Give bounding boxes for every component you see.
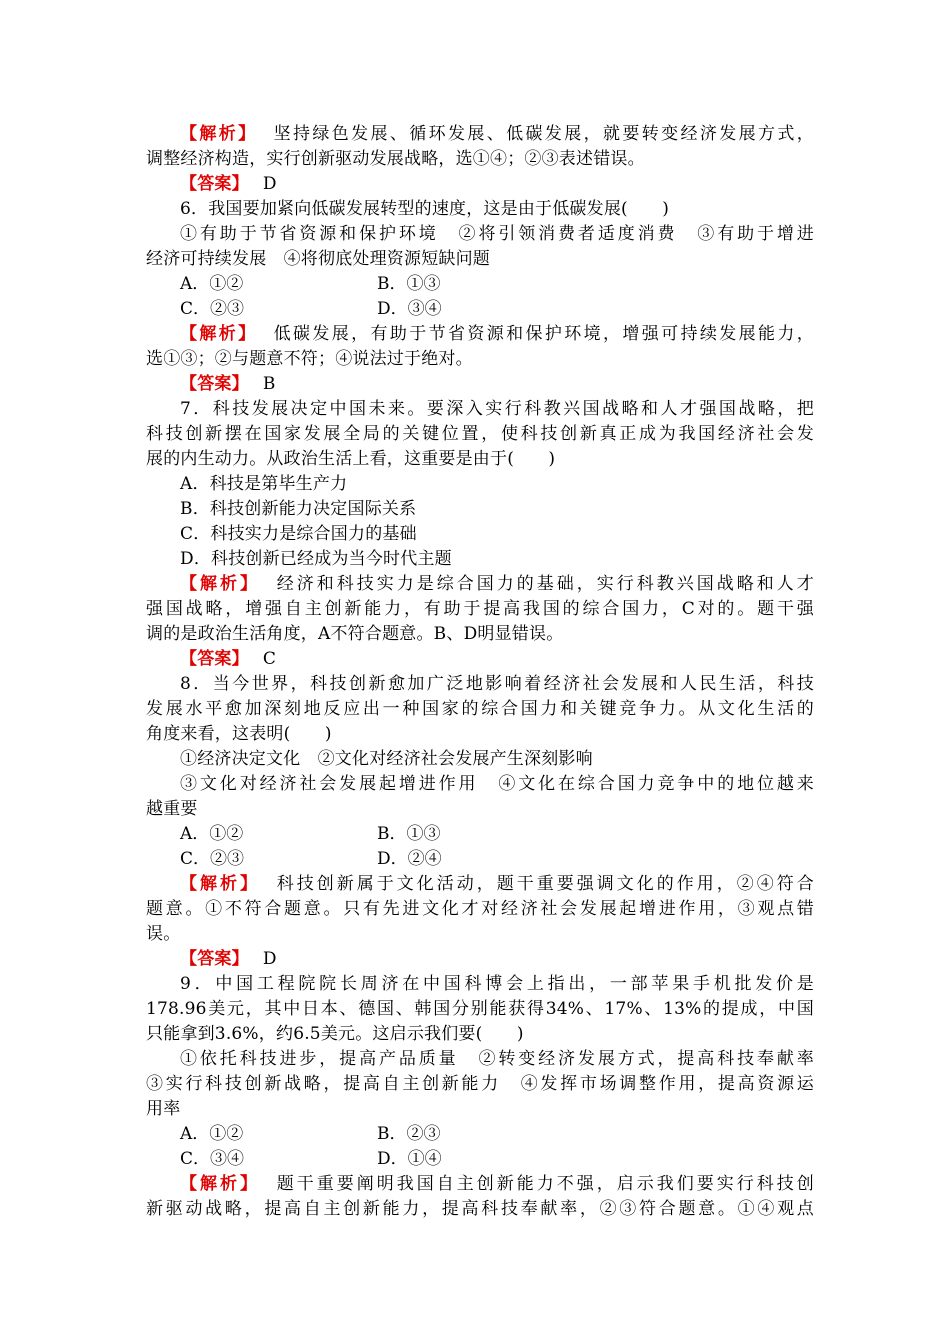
- option-b: B．①③: [377, 824, 441, 844]
- q7-option-d: D．科技创新已经成为当今时代主题: [180, 549, 452, 569]
- q8-analysis-line1: 【解析】 科技创新属于文化活动，题干重要强调文化的作用，②④符合: [180, 874, 814, 894]
- option-d: D．③④: [377, 299, 442, 319]
- answer-value: C: [262, 649, 277, 669]
- q9-analysis-line1: 【解析】 题干重要阐明我国自主创新能力不强，启示我们要实行科技创: [180, 1174, 814, 1194]
- q6-analysis-line1: 【解析】 低碳发展，有助于节省资源和保护环境，增强可持续发展能力，: [180, 324, 814, 344]
- q8-analysis-line2: 题意。①不符合题意。只有先进文化才对经济社会发展起增进作用，③观点错: [146, 899, 814, 919]
- option-a: A．①②: [180, 1124, 244, 1144]
- q9-stem-line1: 9．中国工程院院长周济在中国科博会上指出，一部苹果手机批发价是: [180, 974, 814, 994]
- q5-analysis-line2: 调整经济构造，实行创新驱动发展战略，选①④；②③表述错误。: [146, 149, 645, 169]
- analysis-label: 【解析】: [180, 1174, 260, 1194]
- q9-options-row2: [146, 1147, 814, 1172]
- option-a: A．①②: [180, 274, 244, 294]
- q7-option-a: A．科技是第毕生产力: [180, 474, 348, 494]
- document-content: [146, 122, 814, 1222]
- q8-analysis-line3: 误。: [146, 924, 181, 944]
- q6-options-row2: [146, 297, 814, 322]
- q7-stem-line2: 科技创新摆在国家发展全局的关键位置，使科技创新真正成为我国经济社会发: [146, 424, 814, 444]
- q9-stem-line2: 178.96美元，其中日本、德国、韩国分别能获得34%、17%、13%的提成，中国: [146, 999, 814, 1019]
- q9-items-line1: ①依托科技进步，提高产品质量 ②转变经济发展方式，提高科技奉献率: [180, 1049, 814, 1069]
- analysis-label: 【解析】: [180, 124, 258, 144]
- option-a: A．①②: [180, 824, 244, 844]
- q7-stem-line3: 展的内生动力。从政治生活上看，这重要是由于( ): [146, 449, 556, 469]
- q7-analysis-line3: 调的是政治生活角度，A不符合题意。B、D明显错误。: [146, 624, 564, 644]
- answer-value: D: [262, 949, 277, 969]
- q9-items-line3: 用率: [146, 1099, 181, 1119]
- q5-answer: [146, 172, 814, 197]
- q6-answer: [146, 372, 814, 397]
- q8-stem-line1: 8．当今世界，科技创新愈加广泛地影响着经济社会发展和人民生活，科技: [180, 674, 814, 694]
- q7-analysis-line1: 【解析】 经济和科技实力是综合国力的基础，实行科教兴国战略和人才: [180, 574, 814, 594]
- analysis-label: 【解析】: [180, 324, 258, 344]
- option-c: C．③④: [180, 1149, 245, 1169]
- q8-answer: [146, 947, 814, 972]
- q8-options-row2: [146, 847, 814, 872]
- q7-option-b: B．科技创新能力决定国际关系: [180, 499, 417, 519]
- answer-value: D: [262, 174, 277, 194]
- option-b: B．②③: [377, 1124, 441, 1144]
- q8-options-row1: [146, 822, 814, 847]
- q6-stem: 6．我国要加紧向低碳发展转型的速度，这是由于低碳发展( ): [180, 199, 670, 219]
- q9-stem-line3: 只能拿到3.6%，约6.5美元。这启示我们要( ): [146, 1024, 524, 1044]
- q8-stem-line2: 发展水平愈加深刻地反应出一种国家的综合国力和关键竞争力。从文化生活的: [146, 699, 814, 719]
- answer-label: 【答案】: [180, 949, 249, 969]
- option-c: C．②③: [180, 849, 245, 869]
- option-c: C．②③: [180, 299, 245, 319]
- q6-options-row1: [146, 272, 814, 297]
- q9-analysis-line2: 新驱动战略，提高自主创新能力，提高科技奉献率，②③符合题意。①④观点: [146, 1199, 814, 1219]
- q6-items-line1: ①有助于节省资源和保护环境 ②将引领消费者适度消费 ③有助于增进: [180, 224, 814, 244]
- q8-items-line2: ③文化对经济社会发展起增进作用 ④文化在综合国力竞争中的地位越来: [180, 774, 814, 794]
- analysis-label: 【解析】: [180, 874, 260, 894]
- answer-label: 【答案】: [180, 374, 249, 394]
- analysis-label: 【解析】: [180, 574, 260, 594]
- option-b: B．①③: [377, 274, 441, 294]
- q7-answer: [146, 647, 814, 672]
- option-d: D．①④: [377, 1149, 442, 1169]
- q9-options-row1: [146, 1122, 814, 1147]
- q6-items-line2: 经济可持续发展 ④将彻底处理资源短缺问题: [146, 249, 490, 269]
- option-d: D．②④: [377, 849, 442, 869]
- q8-stem-line3: 角度来看，这表明( ): [146, 724, 332, 744]
- answer-label: 【答案】: [180, 649, 249, 669]
- q9-items-line2: ③实行科技创新战略，提高自主创新能力 ④发挥市场调整作用，提高资源运: [146, 1074, 814, 1094]
- q8-items-line3: 越重要: [146, 799, 198, 819]
- answer-label: 【答案】: [180, 174, 249, 194]
- q7-option-c: C．科技实力是综合国力的基础: [180, 524, 417, 544]
- q7-stem-line1: 7．科技发展决定中国未来。要深入实行科教兴国战略和人才强国战略，把: [180, 399, 814, 419]
- answer-value: B: [262, 374, 276, 394]
- q8-items-line1: ①经济决定文化 ②文化对经济社会发展产生深刻影响: [180, 749, 593, 769]
- q6-analysis-line2: 选①③；②与题意不符；④说法过于绝对。: [146, 349, 473, 369]
- q5-analysis-line1: 【解析】 坚持绿色发展、循环发展、低碳发展，就要转变经济发展方式，: [180, 124, 814, 144]
- q7-analysis-line2: 强国战略，增强自主创新能力，有助于提高我国的综合国力，C对的。题干强: [146, 599, 814, 619]
